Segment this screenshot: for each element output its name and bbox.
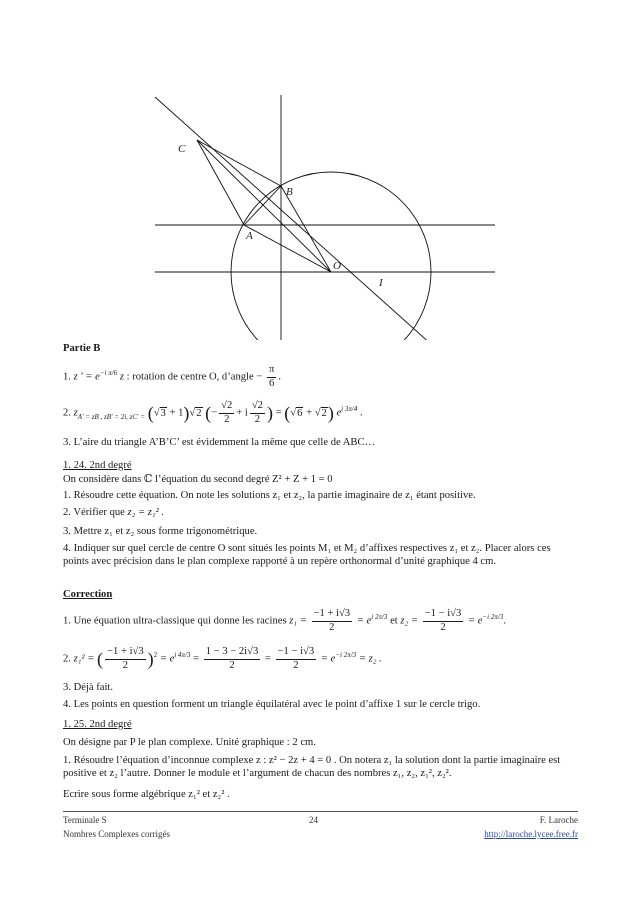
footer-subject: Nombres Complexes corrigés xyxy=(63,829,170,839)
exercise-125-q2: Ecrire sous forme algébrique z₁² et z₂² . xyxy=(63,789,230,800)
correction-item-2: 2. z₁² = ( $\frac{-1 + i√3}{2}$ )$^2 = e^{i 4\pi/3}$ = $\frac{1 - 3 - 2i√3}{2}$ = $\frac{-1 - i√3}{2}$ = $e^{-i 2\pi/3} = z_2$ . xyxy=(63,646,382,671)
frac-den: 2 xyxy=(293,659,299,671)
footer-rule xyxy=(63,811,578,812)
partie-b-item-2: 2. $z_{A' = zB , zB' = 2i, zC' =}$ (√3 + 1)√2 (− $\frac{√2}{2}$ + i $\frac{√2}{2}$ ) = (√6 + √2) $e^{i 3\pi/4}$ . xyxy=(63,400,363,425)
frac-num: √2 xyxy=(250,400,265,414)
exercise-124-q2 xyxy=(63,506,578,519)
frac-sqrt2-over-2-b xyxy=(250,400,265,426)
exercise-125-heading: 1. 25. 2nd degré xyxy=(63,719,132,730)
segment-AO xyxy=(244,225,331,272)
label-O: O xyxy=(333,260,341,272)
partie-b-title: Partie B xyxy=(63,343,101,354)
item-number: 1. xyxy=(63,371,71,383)
frac-num: −1 − i√3 xyxy=(423,608,464,622)
exercise-124-q1: 1. Résoudre cette équation. On note les solutions z₁ et z₂, la partie imaginaire de z₁ étant positive. xyxy=(63,490,476,501)
footer-author: F. Laroche xyxy=(539,815,578,825)
c1-exp1: i 2π/3 xyxy=(371,613,388,622)
frac-num: −1 + i√3 xyxy=(312,608,353,622)
sqrt-3: 3 xyxy=(160,407,166,419)
frac-sqrt2-over-2-a xyxy=(219,400,234,426)
affix-equalities-2: B , z xyxy=(94,412,107,421)
exercise-124-q4: 4. Indiquer sur quel cercle de centre O sont situés les points M₁ et M₂ d’affixes respectives z₁ et z₂. Placer alors ces points avec précision dans le plan complexe rapporté à un repère orthonormal d’unité graphique 4 cm. xyxy=(63,543,551,568)
q2-text: 2. Vérifier que xyxy=(63,507,125,518)
footer-class: Terminale S xyxy=(63,815,107,825)
rotation-text: : rotation de centre O, d’angle xyxy=(126,371,254,383)
label-I: I xyxy=(379,277,383,289)
c1-end: . xyxy=(503,615,506,627)
long-diagonal-line xyxy=(155,97,432,345)
plus-i: + i xyxy=(236,407,248,419)
c1-z1: z₁ = xyxy=(289,615,307,627)
exp-e: e xyxy=(336,407,342,419)
affix-equalities-1: A' = z xyxy=(77,412,95,421)
label-C: C xyxy=(178,143,186,155)
partie-b-item-3: 3. L’aire du triangle A’B’C’ est évidemment la même que celle de ABC… xyxy=(63,437,376,448)
c1-frac-1 xyxy=(312,608,353,634)
c1-et: et xyxy=(390,615,398,627)
angle-fraction xyxy=(267,364,276,390)
rotation-exponent: −i π/6 xyxy=(99,369,118,378)
rotation-formula: z ' = e xyxy=(73,371,100,383)
affix-equalities-3: B' = 2i, z xyxy=(106,412,133,421)
segment-BO xyxy=(281,186,331,272)
c2-exp2: −i 2π/3 xyxy=(335,651,357,660)
sqrt-6: 6 xyxy=(297,407,303,419)
label-A: A xyxy=(246,230,253,242)
c1-e1: = e xyxy=(356,615,372,627)
frac-den: 2 xyxy=(440,621,446,633)
exp-exponent: i 3π/4 xyxy=(341,405,358,414)
correction-item-3: 3. Déjà fait. xyxy=(63,682,114,693)
frac-den: 2 xyxy=(254,413,261,425)
q2-formula: z₂ = z₁² . xyxy=(127,507,165,518)
frac-num: −1 − i√3 xyxy=(276,646,317,660)
sqrt-2: 2 xyxy=(196,407,202,419)
segment-CO xyxy=(197,140,331,272)
exercise-125-intro: On désigne par P le plan complexe. Unité graphique : 2 cm. xyxy=(63,737,316,748)
c2-e: = e xyxy=(159,653,175,665)
item-number: 2. xyxy=(63,407,71,419)
exercise-124-heading: 1. 24. 2nd degré xyxy=(63,460,132,471)
exercise-124-intro: On considère dans ℂ l’équation du second degré Z² + Z + 1 = 0 xyxy=(63,474,333,485)
geometry-figure xyxy=(0,0,638,345)
z-symbol: z xyxy=(73,407,78,419)
frac-num: 1 − 3 − 2i√3 xyxy=(204,646,261,660)
frac-den: 2 xyxy=(122,659,128,671)
exercise-125-q1: 1. Résoudre l’équation d’inconnue complexe z : z² − 2z + 4 = 0 . On notera z₁ la solution dont la partie imaginaire est positive et z₂ l’autre. Donner le module et l’argument de chacun des nombres z₁, z₂, z₁², z₂². xyxy=(63,755,561,780)
c1-e2: = e xyxy=(467,615,483,627)
c2-z: z₁² = xyxy=(73,653,95,665)
c1-exp2: −i 2π/3 xyxy=(482,613,504,622)
c2-end: = z₂ . xyxy=(358,653,382,665)
affix-equalities-4: C' = xyxy=(132,412,146,421)
angle-den: 6 xyxy=(269,377,275,389)
correction-item-4: 4. Les points en question forment un triangle équilatéral avec le point d’affixe 1 sur le cercle trigo. xyxy=(63,699,481,710)
correction-heading: Correction xyxy=(63,589,113,600)
correction-item-1 xyxy=(63,608,578,634)
c1-z2: z₂ = xyxy=(400,615,418,627)
angle-minus: − xyxy=(256,371,263,383)
c2-frac-2 xyxy=(204,646,261,672)
plus: + xyxy=(306,407,313,419)
frac-den: 2 xyxy=(224,413,230,425)
c1-text: 1. Une équation ultra-classique qui donne les racines xyxy=(63,615,287,627)
label-B: B xyxy=(286,186,293,198)
exercise-124-q3: 3. Mettre z₁ et z₂ sous forme trigonométrique. xyxy=(63,526,258,537)
angle-num: π xyxy=(267,364,276,378)
frac-den: 2 xyxy=(229,659,235,671)
frac-den: 2 xyxy=(329,621,335,633)
c2-frac-3 xyxy=(276,646,317,672)
partie-b-item-1: 1. z ' = $e^{-i \pi/6}$ z : rotation de centre O, d’angle − $\frac{\pi}{6}$ . xyxy=(63,364,281,389)
footer-page-number: 24 xyxy=(309,815,318,825)
rotation-variable: z xyxy=(119,371,124,383)
c2-exp: i 4π/3 xyxy=(174,651,191,660)
plus-one: + 1 xyxy=(169,407,184,419)
footer-website-link[interactable]: http://laroche.lycee.free.fr xyxy=(484,829,578,839)
sqrt-2b: 2 xyxy=(321,407,327,419)
c2-pre: 2. xyxy=(63,653,71,665)
c2-e2: = e xyxy=(320,653,336,665)
c2-frac-1 xyxy=(105,646,146,672)
equals: = xyxy=(275,407,282,419)
frac-num: −1 + i√3 xyxy=(105,646,146,660)
c1-frac-2 xyxy=(423,608,464,634)
frac-num: √2 xyxy=(219,400,234,414)
circle xyxy=(231,172,431,345)
